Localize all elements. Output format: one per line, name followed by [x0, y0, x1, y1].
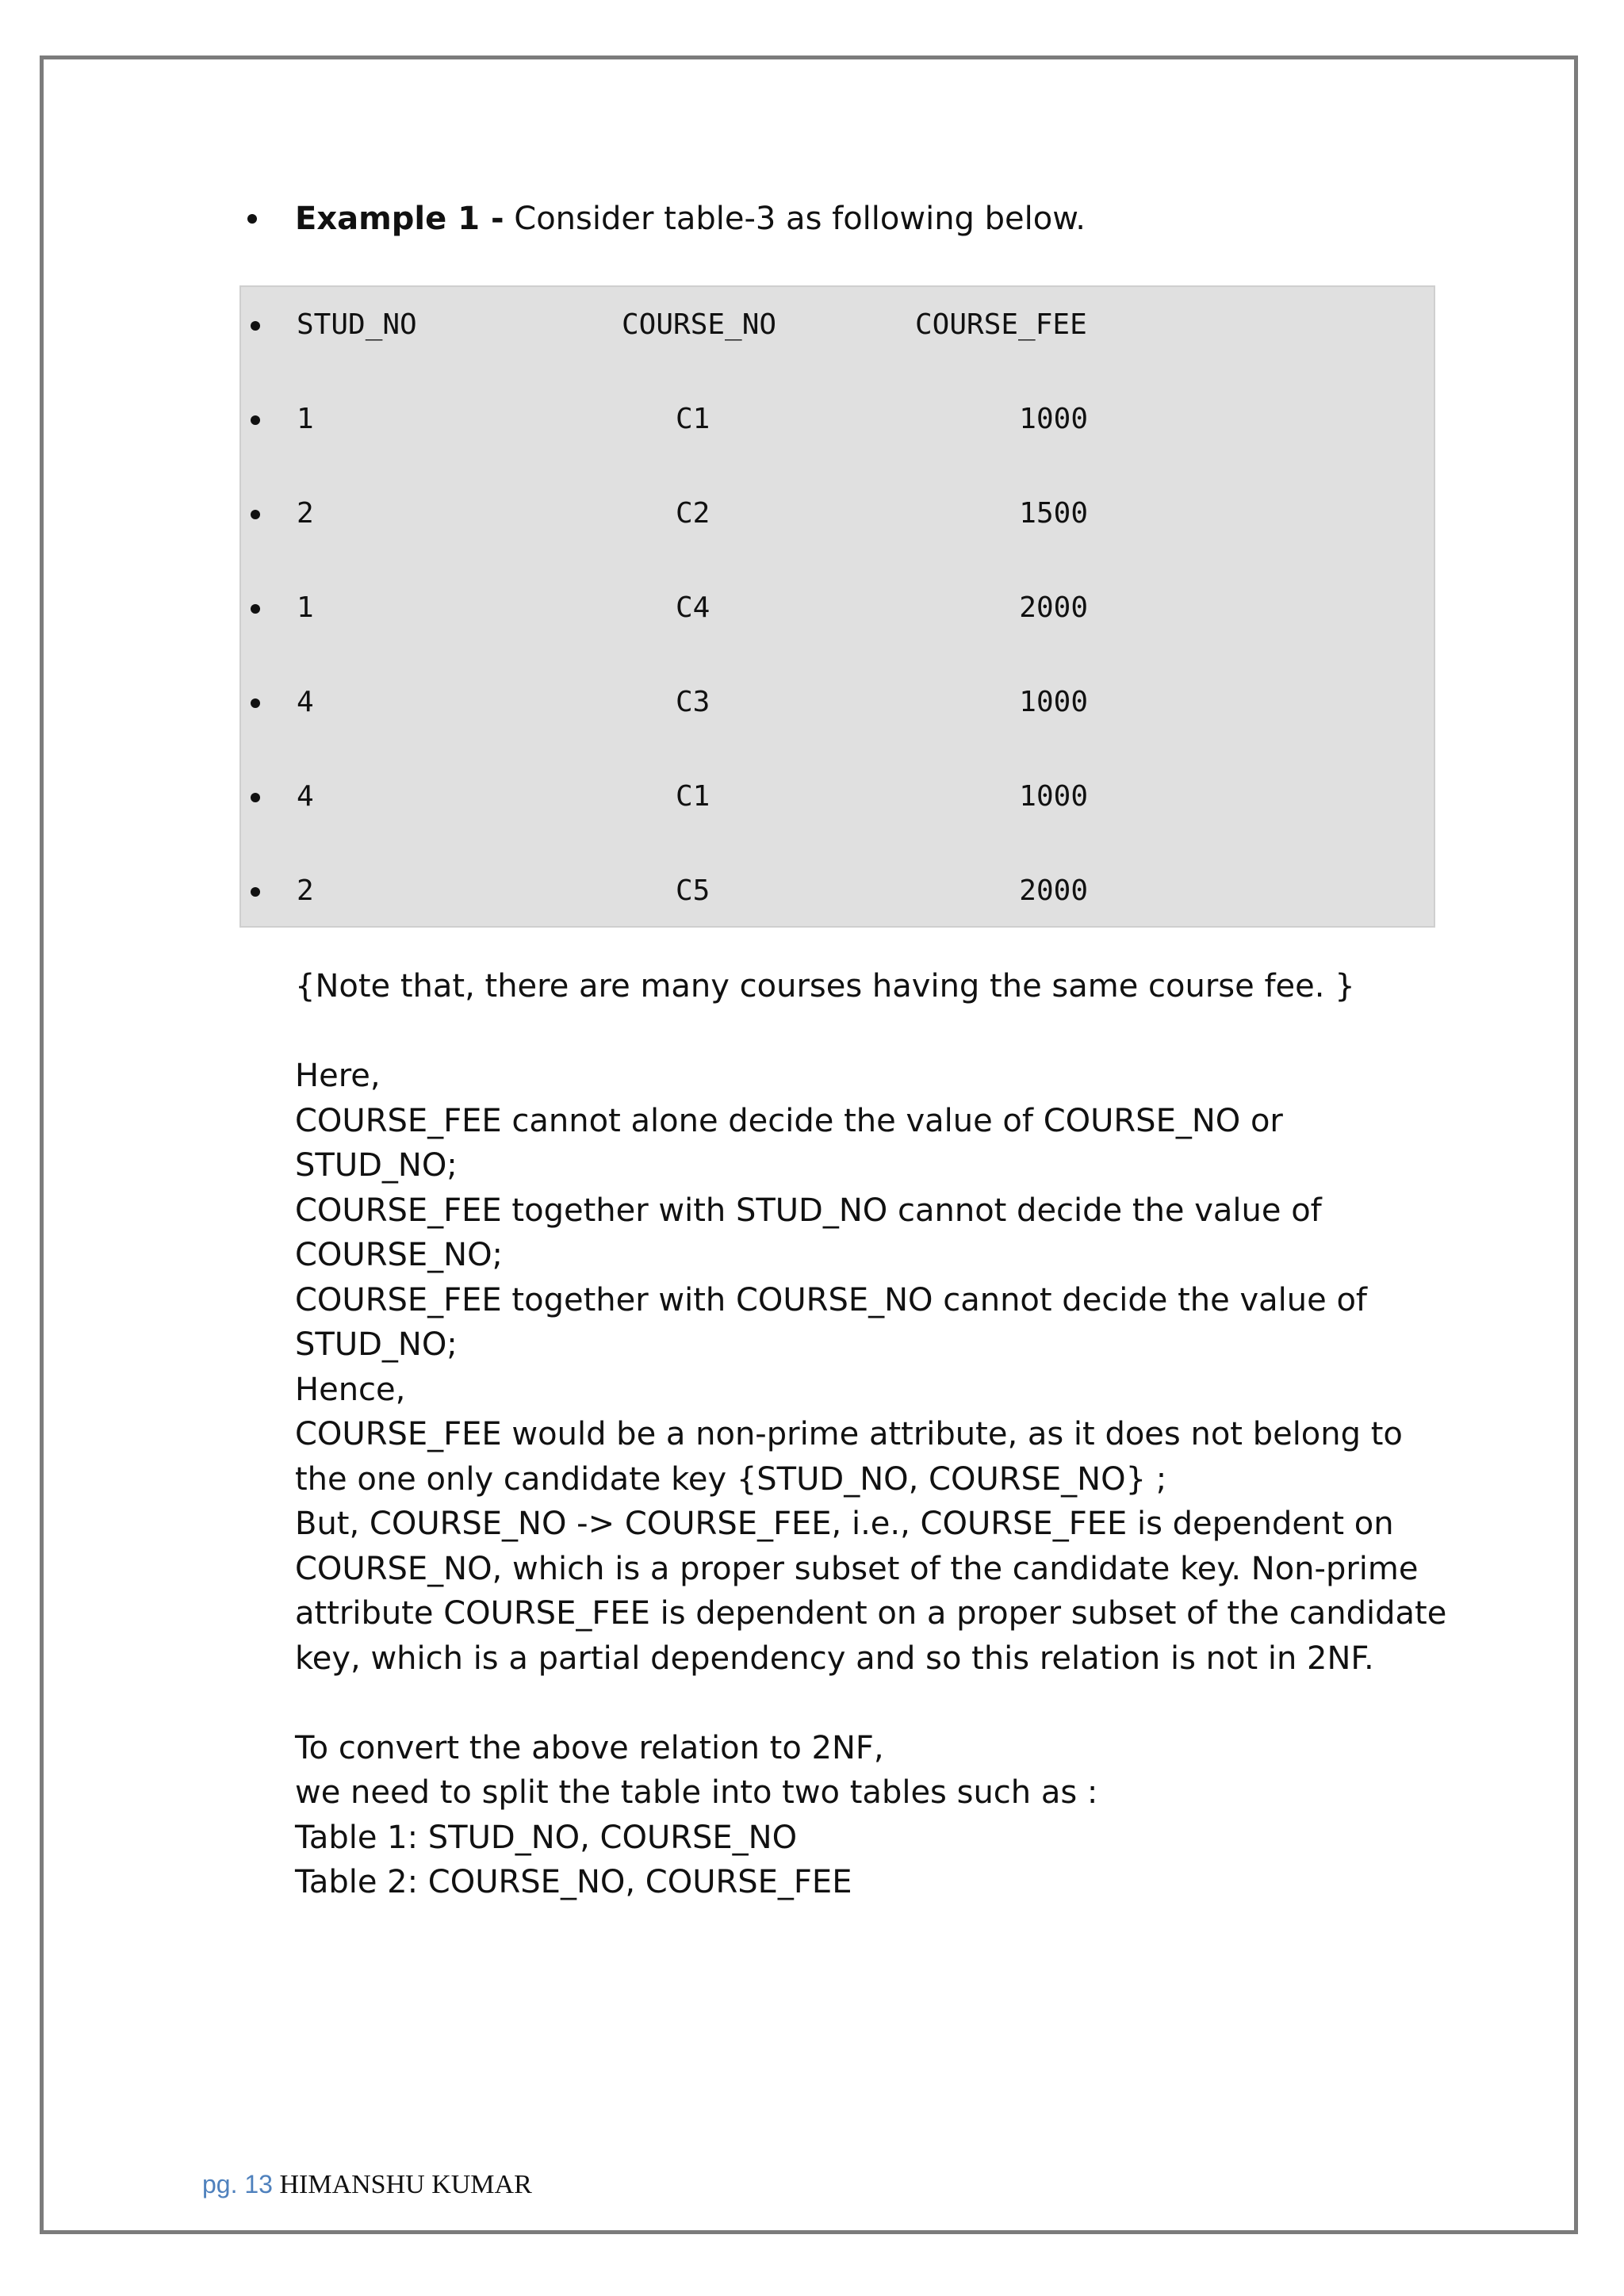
- cell-course-fee: 1000: [1019, 686, 1088, 718]
- cell-course-no: C4: [676, 591, 710, 624]
- cell-course-fee: 1000: [1019, 403, 1088, 435]
- note-paragraph: {Note that, there are many courses having the same course fee. }: [295, 968, 1355, 1004]
- table-row: [241, 773, 1434, 821]
- table-row: [241, 584, 1434, 632]
- explanation-text: [295, 964, 1453, 1905]
- header-stud-no: STUD_NO: [297, 308, 417, 341]
- cell-course-fee: 2000: [1019, 591, 1088, 624]
- table-header-row: [241, 301, 1434, 349]
- cell-stud-no: 4: [297, 686, 314, 718]
- cell-course-fee: 1500: [1019, 497, 1088, 530]
- table1-line: Table 1: STUD_NO, COURSE_NO: [295, 1819, 798, 1856]
- table-row: [241, 867, 1434, 915]
- bullet-icon: [251, 415, 260, 425]
- example-intro-item: [239, 195, 1429, 243]
- cell-stud-no: 1: [297, 591, 314, 624]
- table-row: [241, 490, 1434, 538]
- split-line: we need to split the table into two tables such as :: [295, 1774, 1098, 1811]
- example-intro: [239, 195, 1429, 243]
- bullet-icon: [251, 604, 260, 614]
- table2-line: Table 2: COURSE_NO, COURSE_FEE: [295, 1864, 852, 1900]
- example-label: Example 1 -: [295, 201, 504, 237]
- bullet-icon: [247, 214, 257, 224]
- header-course-no: COURSE_NO: [622, 308, 777, 341]
- table-code-block: [239, 285, 1435, 928]
- here-line: Here,: [295, 1058, 381, 1094]
- bullet-icon: [251, 321, 260, 331]
- author-name: HIMANSHU KUMAR: [272, 2170, 532, 2199]
- fee-alone-line: COURSE_FEE cannot alone decide the value of COURSE_NO or STUD_NO;: [295, 1102, 1283, 1184]
- hence-line: Hence,: [295, 1371, 406, 1408]
- page-footer: [202, 2167, 532, 2202]
- non-prime-line: COURSE_FEE would be a non-prime attribute, as it does not belong to the one only candidate key {STUD_NO, COURSE_NO} ;: [295, 1416, 1403, 1498]
- bullet-icon: [251, 510, 260, 519]
- cell-course-no: C1: [676, 403, 710, 435]
- bullet-icon: [251, 793, 260, 802]
- cell-stud-no: 1: [297, 403, 314, 435]
- example-text: Consider table-3 as following below.: [504, 201, 1086, 237]
- blank-line: [295, 1009, 1453, 1054]
- blank-line: [295, 1681, 1453, 1726]
- cell-stud-no: 2: [297, 874, 314, 907]
- page-number: pg. 13: [202, 2170, 273, 2198]
- cell-course-fee: 2000: [1019, 874, 1088, 907]
- table-row: [241, 396, 1434, 443]
- fee-with-course-line: COURSE_FEE together with COURSE_NO cannot decide the value of STUD_NO;: [295, 1281, 1368, 1363]
- cell-course-no: C5: [676, 874, 710, 907]
- cell-stud-no: 2: [297, 497, 314, 530]
- fee-with-stud-line: COURSE_FEE together with STUD_NO cannot decide the value of COURSE_NO;: [295, 1192, 1322, 1273]
- convert-line: To convert the above relation to 2NF,: [295, 1729, 884, 1766]
- table-row: [241, 679, 1434, 726]
- cell-stud-no: 4: [297, 780, 314, 813]
- bullet-icon: [251, 887, 260, 897]
- cell-course-fee: 1000: [1019, 780, 1088, 813]
- bullet-icon: [251, 698, 260, 708]
- header-course-fee: COURSE_FEE: [915, 308, 1087, 341]
- cell-course-no: C1: [676, 780, 710, 813]
- cell-course-no: C2: [676, 497, 710, 530]
- cell-course-no: C3: [676, 686, 710, 718]
- partial-dependency-line: But, COURSE_NO -> COURSE_FEE, i.e., COURSE_FEE is dependent on COURSE_NO, which is a proper subset of the candidate key. Non-prime attribute COURSE_FEE is dependent on a proper subset of the candidate key, which is a partial dependency and so this relation is not in 2NF.: [295, 1506, 1447, 1677]
